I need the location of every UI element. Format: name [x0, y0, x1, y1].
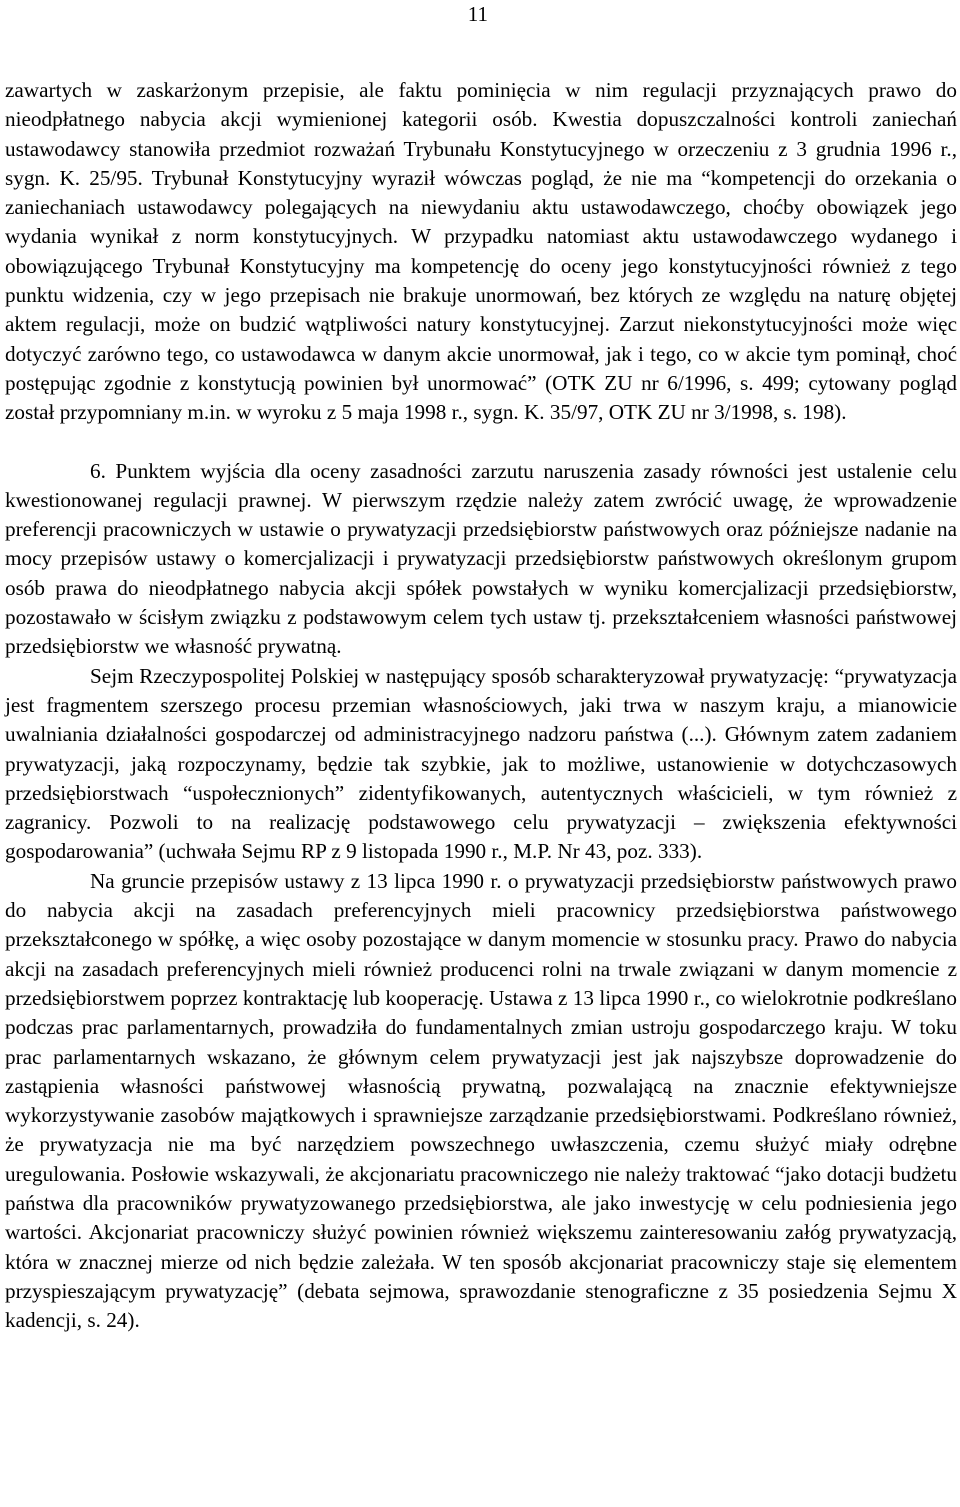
- paragraph-4: Na gruncie przepisów ustawy z 13 lipca 1990 r. o prywatyzacji przedsiębiorstw państwowych prawo do nabycia akcji na zasadach preferencyjnych mieli pracownicy przedsiębiorstwa państwowego przekształconego w spółkę, a więc osoby pozostające w danym momencie w stosunku pracy. Prawo do nabycia akcji na zasadach preferencyjnych mieli również producenci rolni na trwale związani w danym momencie z przedsiębiorstwem poprzez kontraktację lub kooperację. Ustawa z 13 lipca 1990 r., co wielokrotnie podkreślano podczas prac parlamentarnych, prowadziła do fundamentalnych zmian ustroju gospodarczego kraju. W toku prac parlamentarnych wskazano, że głównym celem prywatyzacji jest jak najszybsze doprowadzenie do zastąpienia własności państwowej własnością prywatną, pozwalającą na znacznie efektywniejsze wykorzystywanie zasobów majątkowych i sprawniejsze zarządzanie przedsiębiorstwami. Podkreślano również, że prywatyzacja nie ma być narzędziem powszechnego uwłaszczenia, czemu służyć miały odrębne uregulowania. Posłowie wskazywali, że akcjonariatu pracowniczego nie należy traktować “jako dotacji budżetu państwa dla pracowników prywatyzowanego przedsiębiorstwa, ale jako inwestycję w celu podniesienia jego wartości. Akcjonariat pracowniczy służyć powinien również większemu zainteresowaniu załóg prywatyzacją, która w znacznej mierze od nich będzie zależała. W ten sposób akcjonariat pracowniczy staje się elementem przyspieszającym prywatyzację” (debata sejmowa, sprawozdanie stenograficzne z 35 posiedzenia Sejmu X kadencji, s. 24).: [5, 868, 957, 1333]
- paragraph-2: 6. Punktem wyjścia dla oceny zasadności zarzutu naruszenia zasady równości jest ustalenie celu kwestionowanej regulacji prawnej. W pierwszym rzędzie należy zatem zwrócić uwagę, że wprowadzenie preferencji pracowniczych w ustawie o prywatyzacji przedsiębiorstw państwowych oraz późniejsze nadanie na mocy przepisów ustawy o komercjalizacji i prywatyzacji przedsiębiorstw państwowych określonym grupom osób prawa do nieodpłatnego nabycia akcji spółek powstałych w wyniku komercjalizacji przedsiębiorstw, pozostawało w ścisłym związku z podstawowym celem tych ustaw tj. przekształceniem własności państwowej przedsiębiorstw we własność prywatną.: [5, 458, 957, 659]
- paragraph-3: Sejm Rzeczypospolitej Polskiej w następujący sposób scharakteryzował prywatyzację: “prywatyzacja jest fragmentem szerszego procesu przemian własnościowych, jaki trwa w naszym kraju, a mianowicie uwalniania działalności gospodarczej od administracyjnego nadzoru państwa (...). Głównym zatem zadaniem prywatyzacji, jaką rozpoczynamy, będzie tak szybkie, jak to możliwe, ustanowienie w dotychczasowych przedsiębiorstwach “uspołecznionych” zidentyfikowanych, autentycznych właścicieli, w tym również z zagranicy. Pozwoli to na realizację podstawowego celu prywatyzacji – zwiększenia efektywności gospodarowania” (uchwała Sejmu RP z 9 listopada 1990 r., M.P. Nr 43, poz. 333).: [5, 663, 957, 864]
- document-body: [5, 76, 957, 1335]
- page-number: 11: [467, 2, 488, 26]
- paragraph-1: zawartych w zaskarżonym przepisie, ale faktu pominięcia w nim regulacji przyznających prawo do nieodpłatnego nabycia akcji wymienionej kategorii osób. Kwestia dopuszczalności kontroli zaniechań ustawodawcy stanowiła przedmiot rozważań Trybunału Konstytucyjnego w orzeczeniu z 3 grudnia 1996 r., sygn. K. 25/95. Trybunał Konstytucyjny wyraził wówczas pogląd, że nie ma “kompetencji do orzekania o zaniechaniach ustawodawcy polegających na niewydaniu aktu ustawodawczego, choćby obowiązek jego wydania wynikał z norm konstytucyjnych. W przypadku natomiast aktu ustawodawczego wydanego i obowiązującego Trybunał Konstytucyjny ma kompetencję do oceny jego konstytucyjności również z tego punktu widzenia, czy w jego przepisach nie brakuje unormowań, bez których ze względu na naturę objętej aktem regulacji, może on budzić wątpliwości natury konstytucyjnej. Zarzut niekonstytucyjności może więc dotyczyć zarówno tego, co ustawodawca w danym akcie unormował, jak i tego, co w akcie tym pominął, choć postępując zgodnie z konstytucją powinien był unormować” (OTK ZU nr 6/1996, s. 499; cytowany pogląd został przypomniany m.in. w wyroku z 5 maja 1998 r., sygn. K. 35/97, OTK ZU nr 3/1998, s. 198).: [5, 78, 957, 425]
